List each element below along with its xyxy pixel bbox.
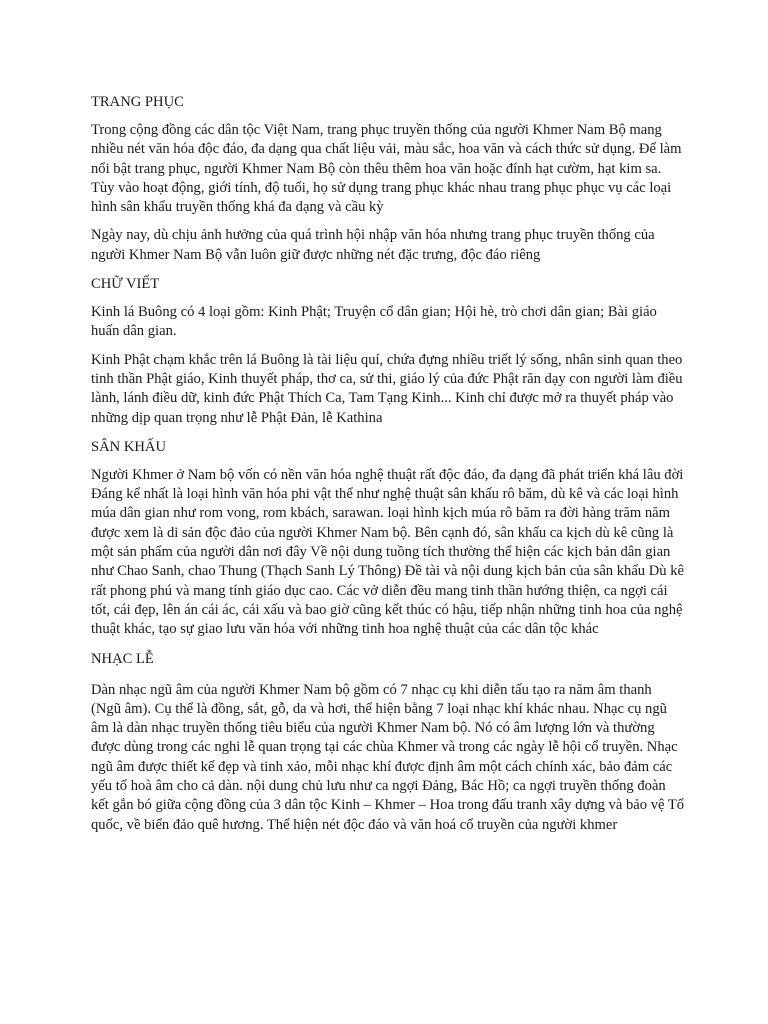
section-heading-san-khau: SÂN KHẤU bbox=[91, 438, 166, 455]
paragraph: Trong cộng đồng các dân tộc Việt Nam, trang phục truyền thống của người Khmer Nam Bộ mang nhiều nét văn hóa độc đáo, đa dạng qua chất liệu vải, màu sắc, hoa văn và cách thức sử dụng. Để làm nổi bật trang phục, người Khmer Nam Bộ còn thêu thêm hoa văn hoặc đính hạt cườm, hạt kim sa. Tùy vào hoạt động, giới tính, độ tuổi, họ sử dụng trang phục khác nhau trang phục phục vụ các loại hình sân khấu truyền thống khá đa dạng và cầu kỳ bbox=[91, 122, 682, 216]
paragraph: Ngày nay, dù chịu ảnh hưởng của quá trình hội nhập văn hóa nhưng trang phục truyền thống của người Khmer Nam Bộ vẫn luôn giữ được những nét đặc trưng, độc đáo riêng bbox=[91, 227, 655, 263]
section-heading-trang-phuc: TRANG PHỤC bbox=[91, 94, 184, 110]
paragraph: Người Khmer ở Nam bộ vốn có nền văn hóa nghệ thuật rất độc đáo, đa dạng đã phát triển khá lâu đời Đáng kể nhất là loại hình văn hóa phi vật thể như nghệ thuật sân khấu rô băm, dù kê và các loại hình múa dân gian như rom vong, rom kbách, sarawan. loại hình kịch múa rô băm ra đời hàng trăm năm được xem là di sản độc đảo của người Khmer Nam bộ. Bên cạnh đó, sân khấu ca kịch dù kê cũng là một sản phẩm của người dân nơi đây Về nội dung tuồng tích thường thể hiện các kịch bản dân gian như Chao Sanh, chao Thung (Thạch Sanh Lý Thông) Đề tài và nội dung kịch bản của sân khấu Dù kê rất phong phú và mang tính giáo dục cao. Các vở diễn đều mang tinh thần hướng thiện, ca ngợi cái tốt, cái đẹp, lên án cái ác, cái xấu và bao giờ cũng kết thúc có hậu, tiếp nhận những tinh hoa của nghệ thuật khác, tạo sự giao lưu văn hóa với những tinh hoa nghệ thuật của các dân tộc khác bbox=[91, 466, 685, 638]
paragraph: Kinh Phật chạm khắc trên lá Buông là tài liệu quí, chứa đựng nhiều triết lý sống, nhân sinh quan theo tinh thần Phật giáo, Kinh thuyết pháp, thơ ca, sử thi, giáo lý của đức Phật răn dạy con người làm điều lành, lánh điều dữ, kinh đức Phật Thích Ca, Tam Tạng Kinh... Kinh chỉ được mở ra thuyết pháp vào những dịp quan trọng như lễ Phật Đản, lễ Kathina bbox=[91, 351, 683, 426]
paragraph: Dàn nhạc ngũ âm của người Khmer Nam bộ gồm có 7 nhạc cụ khi diễn tấu tạo ra năm âm thanh (Ngũ âm). Cụ thể là đồng, sắt, gỗ, da và hơi, thể hiện bằng 7 loại nhạc khí khác nhau. Nhạc cụ ngũ âm là dàn nhạc truyền thống tiêu biểu của người Khmer Nam bộ. Nó có âm lượng lớn và thường được dùng trong các nghi lễ quan trọng tại các chùa Khmer và trong các ngày lễ hội cổ truyền. Nhạc ngũ âm được thiết kế đẹp và tinh xảo, mỗi nhạc khí được định âm một cách chính xác, bảo đảm các yếu tố hoà âm cho cả dàn. nội dung chủ lưu như ca ngợi Đảng, Bác Hồ; ca ngợi truyền thống đoàn kết gắn bó giữa cộng đồng của 3 dân tộc Kinh – Khmer – Hoa trong đấu tranh xây dựng và bảo vệ Tổ quốc, về biển đảo quê hương. Thể hiện nét độc đáo và văn hoá cổ truyền của người khmer bbox=[91, 681, 685, 833]
section-heading-nhac-le: NHẠC LỄ bbox=[91, 650, 154, 667]
section-heading-chu-viet: CHỮ VIẾT bbox=[91, 276, 160, 293]
paragraph: Kinh lá Buông có 4 loại gồm: Kinh Phật; Truyện cổ dân gian; Hội hè, trò chơi dân gian; Bài giáo huấn dân gian. bbox=[91, 304, 657, 340]
document-page bbox=[91, 92, 685, 844]
